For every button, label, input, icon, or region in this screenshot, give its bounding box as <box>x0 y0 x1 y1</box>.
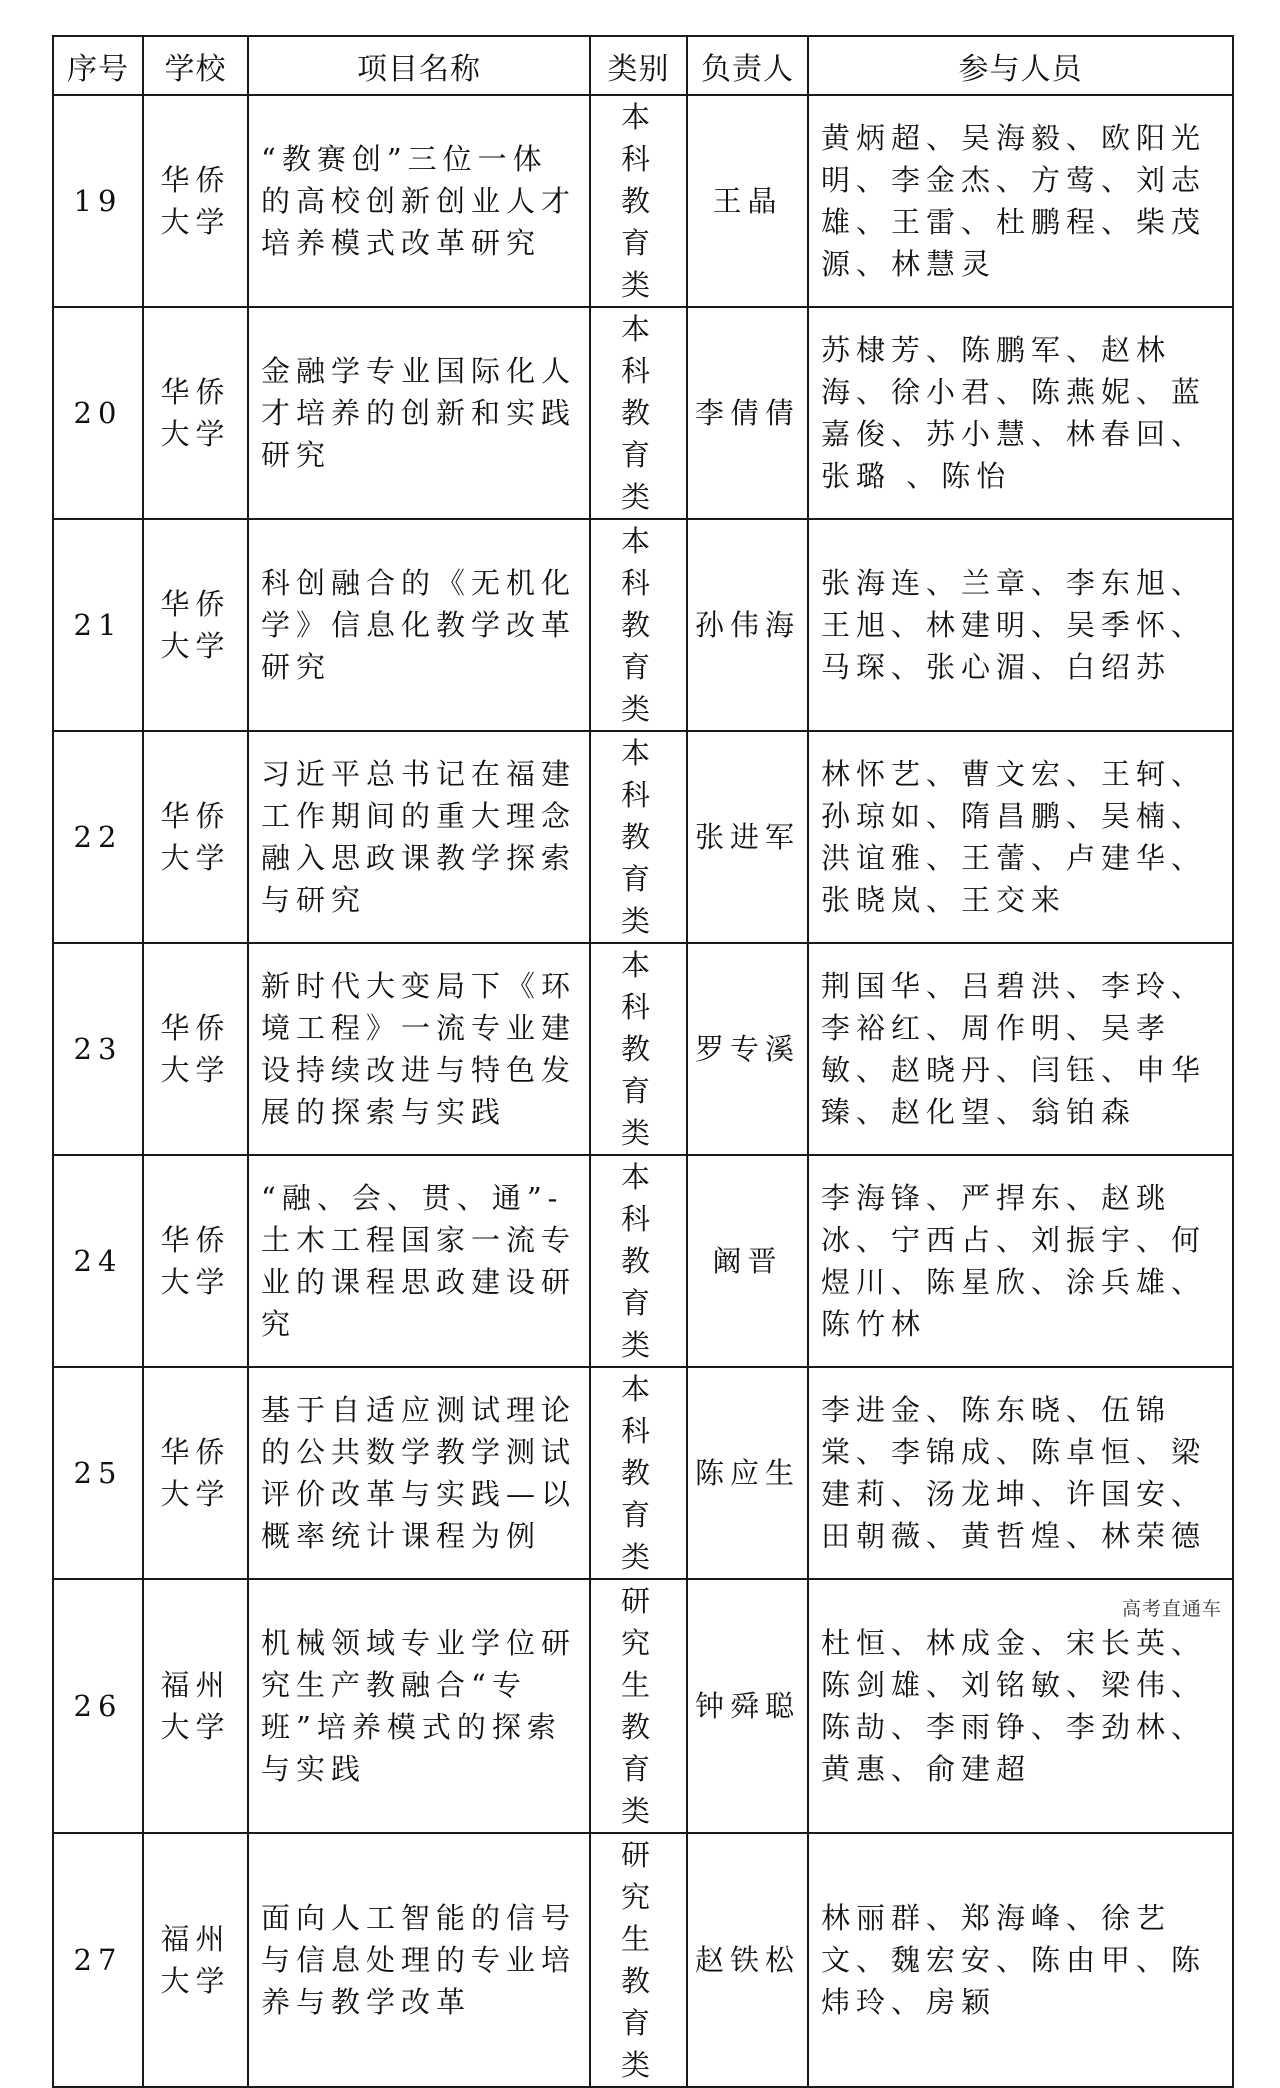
row-school: 华侨大学 <box>143 1367 248 1579</box>
table-row <box>53 519 1233 731</box>
row-category: 本科教育类 <box>590 731 687 943</box>
table-row <box>53 95 1233 307</box>
watermark: 高考直通车 <box>1121 1598 1222 1620</box>
header-number: 序号 <box>53 36 143 95</box>
row-participants: 苏棣芳、陈鹏军、赵林海、徐小君、陈燕妮、蓝嘉俊、苏小慧、林春回、张璐 、陈怡 <box>808 307 1233 519</box>
row-project-title: “教赛创”三位一体的高校创新创业人才培养模式改革研究 <box>248 95 590 307</box>
row-participants: 黄炳超、吴海毅、欧阳光明、李金杰、方莺、刘志雄、王雷、杜鹏程、柴茂源、林慧灵 <box>808 95 1233 307</box>
row-number: 20 <box>53 307 143 519</box>
row-school: 华侨大学 <box>143 943 248 1155</box>
table-row <box>53 1833 1233 2087</box>
row-participants: 荆国华、吕碧洪、李玲、李裕红、周作明、吴孝敏、赵晓丹、闫钰、申华臻、赵化望、翁铂森 <box>808 943 1233 1155</box>
table-row <box>53 307 1233 519</box>
table-row <box>53 943 1233 1155</box>
row-category: 研究生教育类 <box>590 1579 687 1833</box>
row-project-title: 新时代大变局下《环境工程》一流专业建设持续改进与特色发展的探索与实践 <box>248 943 590 1155</box>
row-leader: 王晶 <box>687 95 808 307</box>
row-category: 本科教育类 <box>590 519 687 731</box>
row-school: 福州大学 <box>143 1833 248 2087</box>
row-number: 24 <box>53 1155 143 1367</box>
row-participants: 林怀艺、曹文宏、王轲、孙琼如、隋昌鹏、吴楠、洪谊雅、王蕾、卢建华、张晓岚、王交来 <box>808 731 1233 943</box>
row-number: 27 <box>53 1833 143 2087</box>
row-leader: 孙伟海 <box>687 519 808 731</box>
header-participants: 参与人员 <box>808 36 1233 95</box>
row-project-title: 科创融合的《无机化学》信息化教学改革研究 <box>248 519 590 731</box>
header-category: 类别 <box>590 36 687 95</box>
row-school: 华侨大学 <box>143 95 248 307</box>
row-school: 华侨大学 <box>143 519 248 731</box>
row-school: 华侨大学 <box>143 1155 248 1367</box>
row-leader: 张进军 <box>687 731 808 943</box>
row-participants: 李进金、陈东晓、伍锦棠、李锦成、陈卓恒、梁建莉、汤龙坤、许国安、田朝薇、黄哲煌、林荣德 <box>808 1367 1233 1579</box>
row-category: 本科教育类 <box>590 307 687 519</box>
row-number: 22 <box>53 731 143 943</box>
table-row <box>53 1579 1233 1833</box>
row-participants: 杜恒、林成金、宋长英、陈剑雄、刘铭敏、梁伟、陈劼、李雨铮、李劲林、黄惠、俞建超 <box>808 1579 1233 1833</box>
row-number: 26 <box>53 1579 143 1833</box>
row-leader: 李倩倩 <box>687 307 808 519</box>
row-project-title: 金融学专业国际化人才培养的创新和实践研究 <box>248 307 590 519</box>
row-project-title: 基于自适应测试理论的公共数学教学测试评价改革与实践—以概率统计课程为例 <box>248 1367 590 1579</box>
table-row <box>53 1155 1233 1367</box>
row-participants: 李海锋、严捍东、赵珧冰、宁西占、刘振宇、何煜川、陈星欣、涂兵雄、陈竹林 <box>808 1155 1233 1367</box>
table-row <box>53 1367 1233 1579</box>
row-project-title: 机械领域专业学位研究生产教融合“专班”培养模式的探索与实践 <box>248 1579 590 1833</box>
row-leader: 阚晋 <box>687 1155 808 1367</box>
row-number: 21 <box>53 519 143 731</box>
row-school: 华侨大学 <box>143 731 248 943</box>
row-category: 本科教育类 <box>590 1155 687 1367</box>
table-body <box>53 95 1233 2087</box>
header-school: 学校 <box>143 36 248 95</box>
header-row <box>53 36 1233 95</box>
row-leader: 赵铁松 <box>687 1833 808 2087</box>
header-leader: 负责人 <box>687 36 808 95</box>
row-school: 福州大学 <box>143 1579 248 1833</box>
row-leader: 钟舜聪 <box>687 1579 808 1833</box>
project-table <box>52 35 1234 2088</box>
row-category: 本科教育类 <box>590 943 687 1155</box>
header-project-name: 项目名称 <box>248 36 590 95</box>
row-participants: 张海连、兰章、李东旭、王旭、林建明、吴季怀、马琛、张心湄、白绍苏 <box>808 519 1233 731</box>
table-row <box>53 731 1233 943</box>
row-category: 研究生教育类 <box>590 1833 687 2087</box>
row-project-title: 面向人工智能的信号与信息处理的专业培养与教学改革 <box>248 1833 590 2087</box>
table-header <box>53 36 1233 95</box>
row-leader: 陈应生 <box>687 1367 808 1579</box>
row-category: 本科教育类 <box>590 95 687 307</box>
row-project-title: 习近平总书记在福建工作期间的重大理念融入思政课教学探索与研究 <box>248 731 590 943</box>
row-number: 23 <box>53 943 143 1155</box>
row-participants: 林丽群、郑海峰、徐艺文、魏宏安、陈由甲、陈炜玲、房颖 <box>808 1833 1233 2087</box>
row-project-title: “融、会、贯、通”-土木工程国家一流专业的课程思政建设研究 <box>248 1155 590 1367</box>
row-number: 19 <box>53 95 143 307</box>
row-number: 25 <box>53 1367 143 1579</box>
row-leader: 罗专溪 <box>687 943 808 1155</box>
row-school: 华侨大学 <box>143 307 248 519</box>
row-category: 本科教育类 <box>590 1367 687 1579</box>
